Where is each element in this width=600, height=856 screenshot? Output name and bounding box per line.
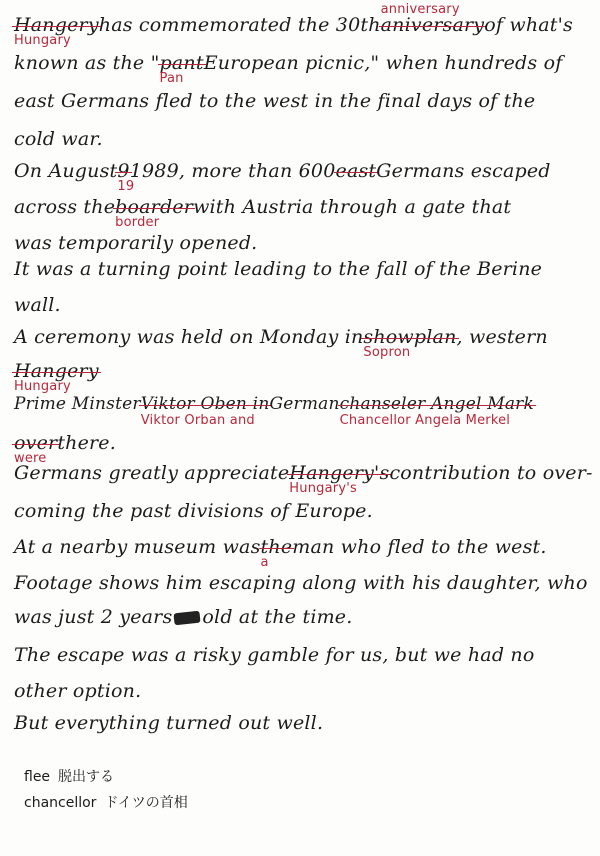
struck-word — [289, 462, 390, 496]
correction-note: border — [115, 215, 160, 230]
line-text: Footage shows him escaping along with his daughter, who — [14, 572, 588, 594]
line-text: with Austria through a gate that — [193, 196, 512, 218]
struck-word — [117, 160, 135, 194]
text-line — [14, 232, 590, 254]
struck-word — [14, 14, 99, 48]
scribbled-out-mark — [174, 611, 201, 626]
text-line — [14, 644, 590, 666]
line-text: man who fled to the west. — [292, 536, 547, 558]
line-text: On August — [14, 160, 118, 182]
struck-word — [140, 394, 270, 428]
struck-word-text: pant — [159, 52, 204, 74]
correction-note: Hungary — [14, 33, 71, 48]
line-text: 1989, more than 600 — [129, 160, 336, 182]
struck-word-text: Hangery's — [289, 462, 390, 484]
text-line — [14, 572, 590, 594]
struck-word-text: showplan — [363, 326, 457, 348]
text-line — [14, 432, 590, 466]
line-text: has commemorated the 30th — [98, 14, 381, 36]
line-text: other option. — [14, 680, 142, 702]
text-line — [14, 462, 593, 496]
text-line — [14, 258, 590, 280]
line-text: European picnic," when hundreds of — [203, 52, 563, 74]
struck-word-text: Viktor Oben in — [140, 394, 270, 414]
correction-note: Chancellor Angela Merkel — [339, 413, 511, 428]
text-line — [14, 500, 590, 522]
text-line — [14, 90, 590, 112]
text-line — [14, 160, 590, 194]
struck-word — [336, 160, 377, 182]
text-line — [14, 712, 590, 734]
line-text: The escape was a risky gamble for us, but we had no — [14, 644, 535, 666]
vocab-word: chancellor — [24, 795, 97, 811]
text-line — [14, 536, 590, 570]
struck-word — [260, 536, 293, 570]
correction-note: a — [260, 555, 269, 570]
struck-word-text: Hangery — [14, 14, 99, 36]
text-line — [14, 360, 590, 394]
line-text: was temporarily opened. — [14, 232, 258, 254]
line-text: Germans escaped — [376, 160, 551, 182]
line-text: Germans greatly appreciate — [14, 462, 290, 484]
correction-note: Pan — [159, 71, 184, 86]
line-text: of what's — [484, 14, 573, 36]
correction-note: anniversary — [380, 2, 460, 17]
line-text: cold war. — [14, 128, 103, 150]
line-text: A ceremony was held on Monday in — [14, 326, 364, 348]
vocab-word: flee — [24, 769, 51, 785]
line-text: , western — [456, 326, 548, 348]
struck-word-text: 9 — [117, 160, 130, 182]
line-text: east Germans fled to the west in the final days of the — [14, 90, 536, 112]
struck-word — [14, 432, 58, 466]
line-text: At a nearby museum was — [14, 536, 261, 558]
text-line — [14, 606, 590, 628]
struck-word-text: the — [260, 536, 293, 558]
vocab-meaning: 脱出する — [58, 769, 115, 785]
line-text: Prime Minster — [14, 394, 141, 414]
line-text: known as the " — [14, 52, 160, 74]
line-text: German — [269, 394, 340, 414]
text-line — [14, 680, 590, 702]
line-text: was just 2 years — [14, 606, 173, 628]
line-text: It was a turning point leading to the fall of the Berine — [14, 258, 543, 280]
struck-word — [115, 196, 194, 230]
struck-word — [14, 360, 99, 394]
text-line — [14, 52, 590, 86]
text-line — [14, 294, 590, 316]
struck-word-text: boarder — [115, 196, 194, 218]
struck-word — [363, 326, 457, 360]
vocab-note — [24, 766, 114, 786]
struck-word-text: over — [14, 432, 58, 454]
correction-note: Sopron — [363, 345, 411, 360]
struck-word-text: chanseler Angel Mark — [339, 394, 534, 414]
text-line — [14, 128, 590, 150]
line-text: wall. — [14, 294, 61, 316]
line-text: across the — [14, 196, 116, 218]
vocab-note — [24, 792, 188, 812]
correction-note: were — [14, 451, 47, 466]
correction-note: 19 — [117, 179, 135, 194]
correction-note: Hungary — [14, 379, 71, 394]
struck-word — [380, 2, 485, 36]
correction-note: Viktor Orban and — [140, 413, 255, 428]
vocab-meaning: ドイツの首相 — [104, 795, 188, 811]
line-text: coming the past divisions of Europe. — [14, 500, 373, 522]
line-text: there. — [57, 432, 116, 454]
struck-word-text: aniversary — [380, 14, 485, 36]
struck-word-text: Hangery — [14, 360, 99, 382]
correction-note: Hungary's — [289, 481, 357, 496]
text-line — [14, 326, 590, 360]
text-line — [14, 394, 590, 428]
text-line — [14, 196, 590, 230]
line-text: But everything turned out well. — [14, 712, 324, 734]
struck-word — [339, 394, 534, 428]
struck-word — [159, 52, 204, 86]
line-text: contribution to over- — [389, 462, 593, 484]
line-text: old at the time. — [202, 606, 353, 628]
text-line — [14, 2, 590, 48]
struck-word-text: east — [335, 160, 377, 182]
